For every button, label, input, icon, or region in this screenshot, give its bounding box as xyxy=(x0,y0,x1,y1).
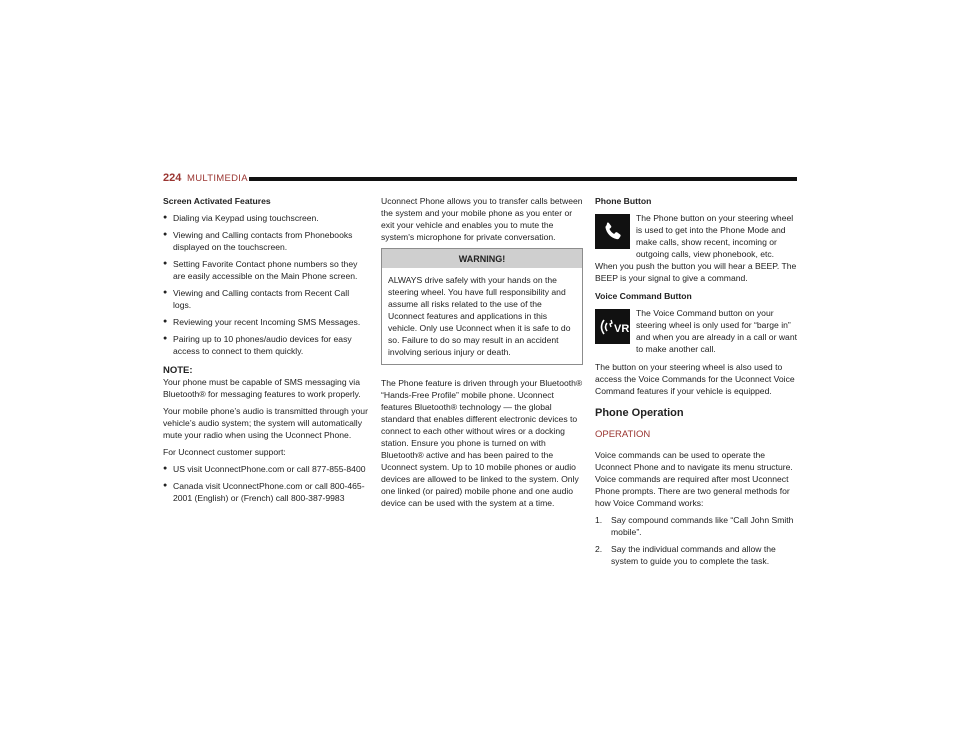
voice-button-block xyxy=(595,307,798,355)
list-item: ● Reviewing your recent Incoming SMS Messages. xyxy=(163,316,368,328)
note-text: Your phone must be capable of SMS messaging via Bluetooth® for messaging features to work properly. xyxy=(163,377,361,399)
support-intro: For Uconnect customer support: xyxy=(163,447,286,457)
screen-features-heading: Screen Activated Features xyxy=(163,196,271,206)
list-item xyxy=(595,543,798,567)
step-text: Say compound commands like “Call John Smith mobile”. xyxy=(611,515,794,537)
operation-paragraph: Voice commands can be used to operate the Uconnect Phone and to navigate its menu structure. Voice commands are required after most Uconnect Phone prompts. There are two general methods for how Voice Command works: xyxy=(595,450,793,508)
list-item: ● Setting Favorite Contact phone numbers so they are easily accessible on the Main Phone screen. xyxy=(163,258,368,282)
list-item: ● Dialing via Keypad using touchscreen. xyxy=(163,212,368,224)
list-item: ● US visit UconnectPhone.com or call 877-855-8400 xyxy=(163,463,368,475)
operation-steps xyxy=(595,514,798,567)
list-item xyxy=(595,514,798,538)
operation-subheading: OPERATION xyxy=(595,429,651,440)
voice-button-heading: Voice Command Button xyxy=(595,291,692,301)
list-item: ● Viewing and Calling contacts from Recent Call logs. xyxy=(163,287,368,311)
step-text: Say the individual commands and allow the system to guide you to complete the task. xyxy=(611,544,776,566)
phone-button-heading: Phone Button xyxy=(595,196,652,206)
phone-button-block xyxy=(595,212,798,284)
phone-button-text: The Phone button on your steering wheel is used to get into the Phone Mode and make calls, show recent, incoming or outgoing calls, view phonebook, etc. When you push the button you will hear a BEEP. The BEEP is your signal to give a command. xyxy=(595,213,797,283)
voice-button-text: The Voice Command button on your steering wheel is only used for “barge in” and when you are already in a call or want to make another call. xyxy=(636,308,797,354)
column-right xyxy=(595,195,798,572)
warning-text: ALWAYS drive safely with your hands on the steering wheel. You have full responsibility and assume all risks related to the use of the Uconnect features and applications in this vehicle. Only use Uconnect when it is safe to do so. Failure to do so may result in an accident involving serious injury or death. xyxy=(388,275,571,357)
bluetooth-paragraph: The Phone feature is driven through your Bluetooth® “Hands-Free Profile” mobile phone. Uconnect features Bluetooth® technology — the global standard that enables different electronic devices to connect to each other without wires or a docking station. Ensure you phone is turned on with Bluetooth® active and has been paired to the Uconnect system. Up to 10 mobile phones or audio devices are allowed to be linked to the system. Only one linked (or paired) mobile phone and one audio device can be used with the system at a time. xyxy=(381,378,583,508)
warning-box xyxy=(381,248,583,365)
section-title: MULTIMEDIA xyxy=(187,173,248,184)
column-left xyxy=(163,195,368,509)
voice-command-icon xyxy=(595,309,630,344)
note-label: NOTE: xyxy=(163,365,193,376)
audio-paragraph: Your mobile phone’s audio is transmitted through your vehicle’s audio system; the system will automatically mute your radio when using the Uconnect Phone. xyxy=(163,406,368,440)
step-number: 2. xyxy=(595,544,603,554)
phone-operation-heading: Phone Operation xyxy=(595,407,684,419)
intro-paragraph: Uconnect Phone allows you to transfer calls between the system and your mobile phone as you enter or exit your vehicle and enables you to mute the system's microphone for private conversation. xyxy=(381,196,583,242)
list-item: ● Pairing up to 10 phones/audio devices for easy access to connect to them quickly. xyxy=(163,333,368,357)
list-item: ● Canada visit UconnectPhone.com or call 800-465-2001 (English) or (French) call 800-387-9983 xyxy=(163,480,368,504)
screen-features-list xyxy=(163,212,368,357)
page-number: 224 xyxy=(163,172,182,184)
voice-icon-label: VR xyxy=(613,322,629,335)
header-rule xyxy=(249,177,797,181)
step-number: 1. xyxy=(595,515,603,525)
phone-icon xyxy=(595,214,630,249)
support-list xyxy=(163,463,368,504)
warning-title: WARNING! xyxy=(382,249,582,268)
list-item: ● Viewing and Calling contacts from Phonebooks displayed on the touchscreen. xyxy=(163,229,368,253)
column-middle xyxy=(381,195,583,514)
page-header xyxy=(163,172,797,186)
voice-access-paragraph: The button on your steering wheel is also used to access the Voice Commands for the Uconnect Voice Command features if your vehicle is equipped. xyxy=(595,362,795,396)
